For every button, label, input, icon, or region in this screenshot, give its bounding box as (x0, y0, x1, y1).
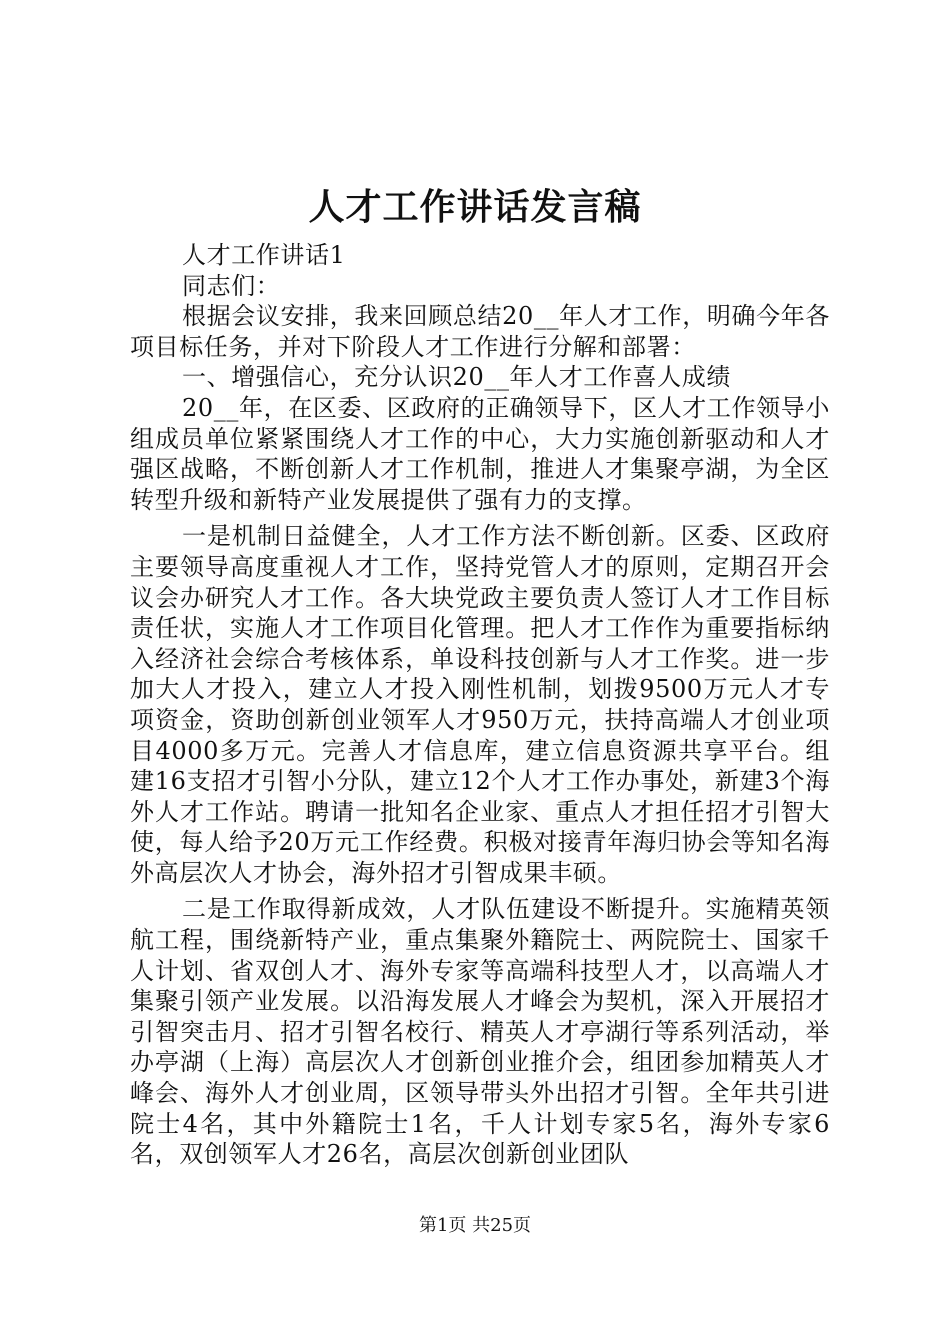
document-body (130, 240, 830, 1170)
body-paragraph: 20__年，在区委、区政府的正确领导下，区人才工作领导小组成员单位紧紧围绕人才工作的中心，大力实施创新驱动和人才强区战略，不断创新人才工作机制，推进人才集聚亭湖，为全区转型升级和新特产业发展提供了强有力的支撑。 (130, 393, 830, 514)
body-paragraph: 一是机制日益健全，人才工作方法不断创新。区委、区政府主要领导高度重视人才工作，坚持党管人才的原则，定期召开会议会办研究人才工作。各大块党政主要负责人签订人才工作目标责任状，实施人才工作项目化管理。把人才工作作为重要指标纳入经济社会综合考核体系，单设科技创新与人才工作奖。进一步加大人才投入，建立人才投入刚性机制，划拨9500万元人才专项资金，资助创新创业领军人才950万元，扶持高端人才创业项目4000多万元。完善人才信息库，建立信息资源共享平台。组建16支招才引智小分队，建立12个人才工作办事处，新建3个海外人才工作站。聘请一批知名企业家、重点人才担任招才引智大使，每人给予20万元工作经费。积极对接青年海归协会等知名海外高层次人才协会，海外招才引智成果丰硕。 (130, 522, 830, 887)
subsection-heading: 一、增强信心，充分认识20__年人才工作喜人成绩 (182, 363, 731, 392)
body-paragraph: 二是工作取得新成效，人才队伍建设不断提升。实施精英领航工程，围绕新特产业，重点集聚外籍院士、两院院士、国家千人计划、省双创人才、海外专家等高端科技型人才，以高端人才集聚引领产业发展。以沿海发展人才峰会为契机，深入开展招才引智突击月、招才引智名校行、精英人才亭湖行等系列活动，举办亭湖（上海）高层次人才创新创业推介会，组团参加精英人才峰会、海外人才创业周，区领导带头外出招才引智。全年共引进院士4名，其中外籍院士1名，千人计划专家5名，海外专家6名，双创领军人才26名，高层次创新创业团队 (130, 895, 830, 1169)
document-title: 人才工作讲话发言稿 (308, 186, 642, 228)
page-footer: 第1页 共25页 (418, 1215, 532, 1236)
intro-paragraph: 根据会议安排，我来回顾总结20__年人才工作，明确今年各项目标任务，并对下阶段人才工作进行分解和部署： (130, 302, 830, 361)
salutation: 同志们： (182, 271, 281, 300)
section-heading: 人才工作讲话1 (182, 241, 346, 269)
